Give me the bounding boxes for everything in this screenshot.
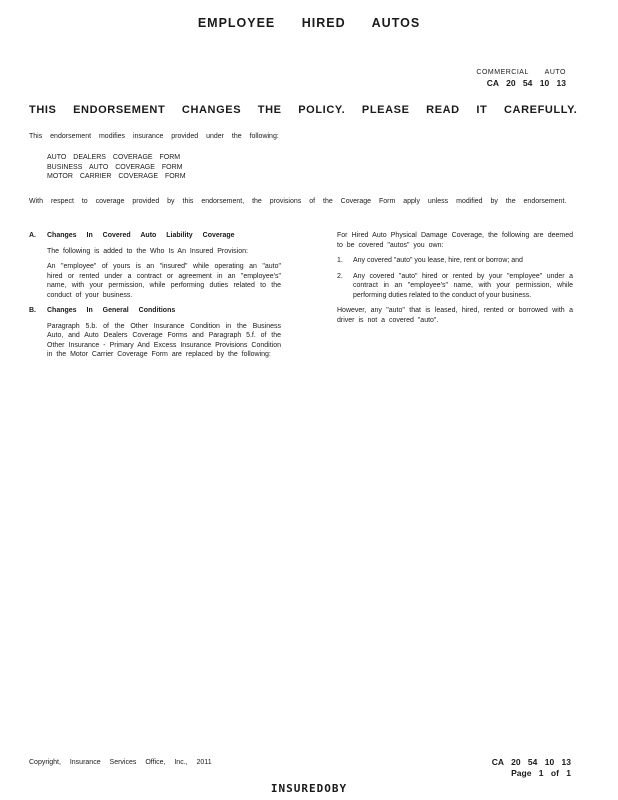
right-para-2: However, any "auto" that is leased, hired, rented or borrowed with a driver is not a covered "auto". (337, 307, 573, 324)
left-column (29, 231, 281, 366)
intro-text: This endorsement modifies insurance provided under the following: (29, 133, 279, 140)
form-line-label: COMMERCIAL AUTO (476, 69, 566, 76)
form-identifier (476, 68, 566, 88)
right-para-1: For Hired Auto Physical Damage Coverage, the following are deemed to be covered "autos" you own: (337, 232, 573, 249)
coverage-form-item: MOTOR CARRIER COVERAGE FORM (47, 173, 186, 180)
coverage-form-item: BUSINESS AUTO COVERAGE FORM (47, 163, 183, 171)
list-item-text: Any covered "auto" you lease, hire, rent or borrow; and (353, 257, 523, 264)
list-item-number: 1. (337, 257, 343, 264)
copyright-text: Copyright, Insurance Services Office, Inc., 2011 (29, 759, 212, 766)
section-a-heading: Changes In Covered Auto Liability Coverage (47, 232, 235, 239)
list-item (337, 256, 573, 266)
watermark-text: INSUREDOBY (270, 782, 348, 795)
endorsement-banner: THIS ENDORSEMENT CHANGES THE POLICY. PLEASE READ IT CAREFULLY. (29, 104, 578, 116)
footer-form-id (492, 757, 571, 779)
coverage-form-item: AUTO DEALERS COVERAGE FORM (47, 154, 181, 161)
list-item-number: 2. (337, 272, 343, 280)
footer-form-number: CA 20 54 10 13 (491, 757, 571, 767)
list-item (337, 272, 573, 301)
section-a-para-1: The following is added to the Who Is An Insured Provision: (47, 247, 248, 255)
section-b-letter: B. (29, 307, 36, 314)
section-a-heading-row (29, 231, 281, 241)
section-a-letter: A. (29, 232, 36, 239)
form-number: CA 20 54 10 13 (486, 78, 566, 88)
section-b-heading-row (29, 306, 281, 316)
right-column (337, 231, 573, 331)
list-item-text: Any covered "auto" hired or rented by your "employee" under a contract in an "employee's" name, with your permission, while performing duties related to the conduct of your business. (353, 272, 573, 299)
section-a-para-2: An "employee" of yours is an "insured" while operating an "auto" hired or rented under a contract or agreement in an "employee's" name, with your permission, while performing duties related to the conduct of your business. (47, 263, 281, 299)
document-title: EMPLOYEE HIRED AUTOS (197, 16, 421, 30)
with-respect-text: With respect to coverage provided by this endorsement, the provisions of the Coverage Form apply unless modified by the endorsement. (29, 198, 567, 205)
page-number: Page 1 of 1 (511, 768, 571, 778)
section-b-heading: Changes In General Conditions (47, 307, 176, 314)
section-b-para-1: Paragraph 5.b. of the Other Insurance Condition in the Business Auto, and Auto Dealers Coverage Forms and Paragraph 5.f. of the Other Insurance - Primary And Excess Insurance Provisions Condition in the Motor Carrier Coverage Form are replaced by the following: (47, 322, 281, 358)
coverage-forms-list (47, 153, 186, 182)
